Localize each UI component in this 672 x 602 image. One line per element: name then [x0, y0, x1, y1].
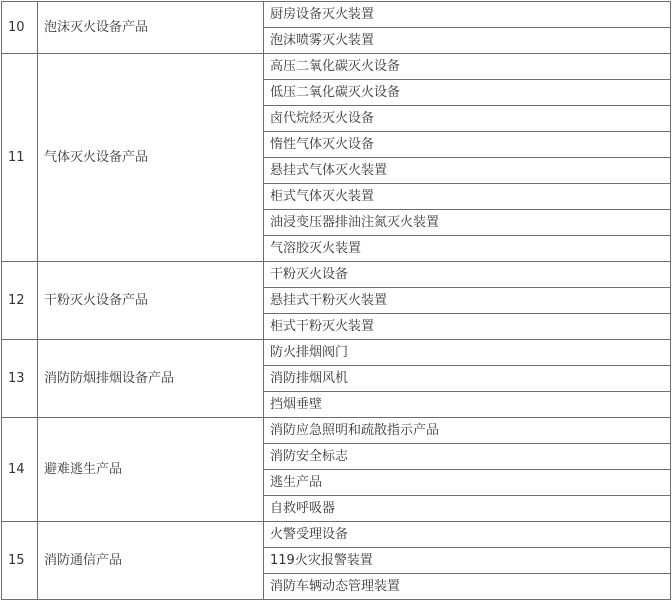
group-number: 11	[2, 54, 38, 262]
table-row	[2, 340, 671, 366]
group-category: 气体灭火设备产品	[38, 54, 264, 262]
product-item: 火警受理设备	[264, 522, 671, 548]
product-item: 干粉灭火设备	[264, 262, 671, 288]
product-item: 柜式气体灭火装置	[264, 184, 671, 210]
product-item: 高压二氧化碳灭火设备	[264, 54, 671, 80]
product-item: 消防应急照明和疏散指示产品	[264, 418, 671, 444]
product-item: 厨房设备灭火装置	[264, 2, 671, 28]
product-item: 防火排烟阀门	[264, 340, 671, 366]
table-row	[2, 418, 671, 444]
product-item: 悬挂式干粉灭火装置	[264, 288, 671, 314]
group-number: 14	[2, 418, 38, 522]
product-item: 悬挂式气体灭火装置	[264, 158, 671, 184]
product-item: 惰性气体灭火设备	[264, 132, 671, 158]
product-item: 消防排烟风机	[264, 366, 671, 392]
product-item: 气溶胶灭火装置	[264, 236, 671, 262]
product-item: 消防车辆动态管理装置	[264, 574, 671, 600]
product-item: 泡沫喷雾灭火装置	[264, 28, 671, 54]
product-item: 消防安全标志	[264, 444, 671, 470]
product-item: 119火灾报警装置	[264, 548, 671, 574]
table-row	[2, 54, 671, 80]
product-item: 卤代烷烃灭火设备	[264, 106, 671, 132]
table-row	[2, 522, 671, 548]
group-category: 消防防烟排烟设备产品	[38, 340, 264, 418]
product-item: 低压二氧化碳灭火设备	[264, 80, 671, 106]
group-category: 避难逃生产品	[38, 418, 264, 522]
group-number: 10	[2, 2, 38, 54]
table-row	[2, 2, 671, 28]
group-category: 干粉灭火设备产品	[38, 262, 264, 340]
group-category: 消防通信产品	[38, 522, 264, 600]
product-catalog-table	[1, 1, 671, 600]
group-category: 泡沫灭火设备产品	[38, 2, 264, 54]
product-item: 油浸变压器排油注氮灭火装置	[264, 210, 671, 236]
table-body	[2, 2, 671, 600]
product-item: 自救呼吸器	[264, 496, 671, 522]
group-number: 13	[2, 340, 38, 418]
product-item: 逃生产品	[264, 470, 671, 496]
table-row	[2, 262, 671, 288]
group-number: 12	[2, 262, 38, 340]
product-item: 柜式干粉灭火装置	[264, 314, 671, 340]
group-number: 15	[2, 522, 38, 600]
product-item: 挡烟垂壁	[264, 392, 671, 418]
